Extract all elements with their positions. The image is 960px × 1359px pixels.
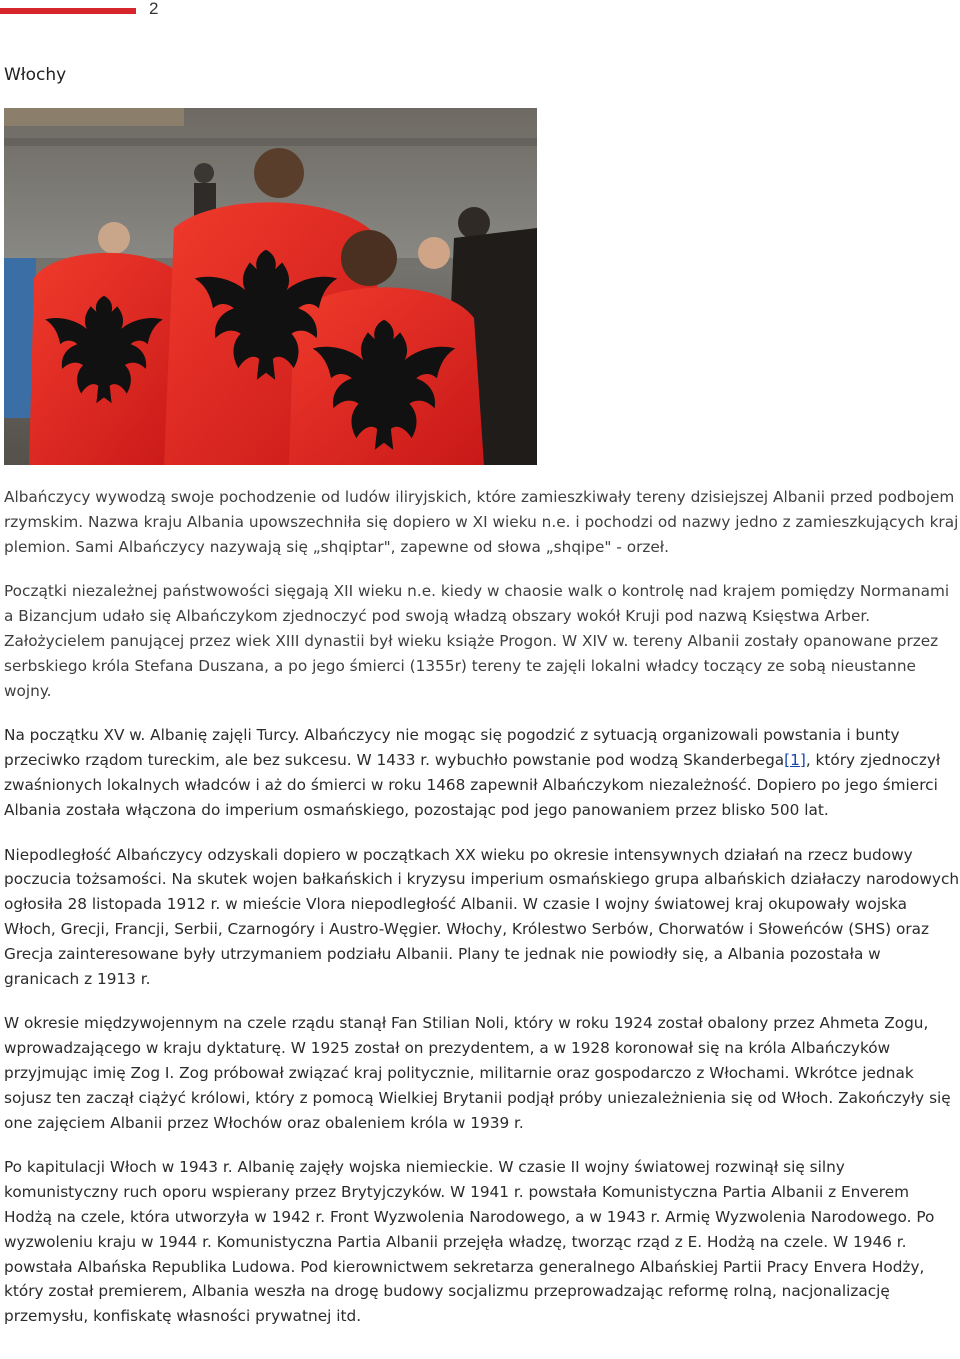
paragraph-independence: Niepodległość Albańczycy odzyskali dopiero w początkach XX wieku po okresie intensywnych działań na rzecz budowy poczucia tożsamości. Na skutek wojen bałkańskich i kryzysu imperium osmańskiego grupa albańskich działaczy narodowych ogłosiła 28 listopada 1912 r. w mieście Vlora niepodległość Albanii. W czasie I wojny światowej kraj okupowały wojska Włoch, Grecji, Francji, Serbii, Czarnogóry i Austro-Węgier. Włochy, Królestwo Serbów, Chorwatów i Słoweńców (SHS) oraz Grecja zainteresowane były utrzymaniem podziału Albanii. Plany te jednak nie powiodły się, a Albania pozostała w granicach z 1913 r. bbox=[4, 845, 960, 988]
paragraph-interwar: W okresie międzywojennym na czele rządu stanął Fan Stilian Noli, który w roku 1924 został obalony przez Ahmeta Zogu, wprowadzającego w kraju dyktaturę. W 1925 został on prezydentem, a w 1928 koronował się na króla Albańczyków przyjmując imię Zog I. Zog próbował związać kraj politycznie, militarnie oraz gospodarczo z Włochami. Wkrótce jednak sojusz ten zaczął ciążyć królowi, który z pomocą Wielkiej Brytanii podjął próby uniezależnienia się od Włoch. Zakończyły się one zajęciem Albanii przez Włochów oraz obaleniem króla w 1939 r. bbox=[4, 1014, 951, 1132]
paragraph-text: Na początku XV w. Albanię zajęli Turcy. Albańczycy nie mogąc się pogodzić z sytuacją organizowali powstania i bunty przeciwko rządom tureckim, ale bez sukcesu. W 1433 r. wybuchło powstanie pod wodzą Skanderbega bbox=[4, 726, 900, 770]
article-body bbox=[4, 485, 960, 1349]
page-number: 2 bbox=[149, 0, 159, 18]
paragraph-ottoman-era bbox=[4, 723, 960, 822]
paragraph-origins: Albańczycy wywodzą swoje pochodzenie od ludów iliryjskich, które zamieszkiwały tereny dzisiejszej Albanii przed podbojem rzymskim. Nazwa kraju Albania upowszechniła się dopiero w XI wieku n.e. i pochodzi od nazwy jedno z zamieszkujących kraj plemion. Sami Albańczycy nazywają się „shqiptar", zapewne od słowa „shqipe" - orzeł. bbox=[4, 488, 959, 556]
paragraph-early-statehood: Początki niezależnej państwowości sięgają XII wieku n.e. kiedy w chaosie walk o kontrolę nad krajem pomiędzy Normanami a Bizancjum udało się Albańczykom zjednoczyć pod swoją władzą obszary wokół Kruji pod nazwą Księstwa Arber. Założycielem panującej przez wiek XIII dynastii był wieku książe Progon. W XIV w. tereny Albanii zostały opanowane przez serbskiego króla Stefana Duszana, a po jego śmierci (1355r) tereny te zajęli lokalni władcy toczący ze sobą nieustanne wojny. bbox=[4, 582, 950, 700]
paragraph-text: , który zjednoczył zwaśnionych lokalnych władców i aż do śmierci w roku 1468 zapewnił Albańczykom niezależność. Dopiero po jego śmierci Albania została włączona do imperium osmańskiego, pozostając pod jego panowaniem przez blisko 500 lat. bbox=[4, 751, 941, 819]
albanian-flags-photo bbox=[4, 108, 537, 465]
section-title: Włochy bbox=[4, 65, 67, 85]
header-accent-bar bbox=[0, 8, 136, 14]
footnote-link[interactable]: [1] bbox=[784, 751, 806, 770]
paragraph-ww2-communism: Po kapitulacji Włoch w 1943 r. Albanię zajęły wojska niemieckie. W czasie II wojny światowej rozwinął się silny komunistyczny ruch oporu wspierany przez Brytyjczyków. W 1941 r. powstała Komunistyczna Partia Albanii z Enverem Hodżą na czele, która utworzyła w 1942 r. Front Wyzwolenia Narodowego, a w 1943 r. Armię Wyzwolenia Narodowego. Po wyzwoleniu kraju w 1944 r. Komunistyczna Partia Albanii przejęła władzę, tworząc rząd z E. Hodżą na czele. W 1946 r. powstała Albańska Republika Ludowa. Pod kierownictwem sekretarza generalnego Albańskiej Partii Pracy Envera Hodży, który został premierem, Albania weszła na drogę budowy socjalizmu przeprowadzając reformę rolną, nacjonalizację przemysłu, konfiskatę własności prywatnej itd. bbox=[4, 1158, 935, 1326]
